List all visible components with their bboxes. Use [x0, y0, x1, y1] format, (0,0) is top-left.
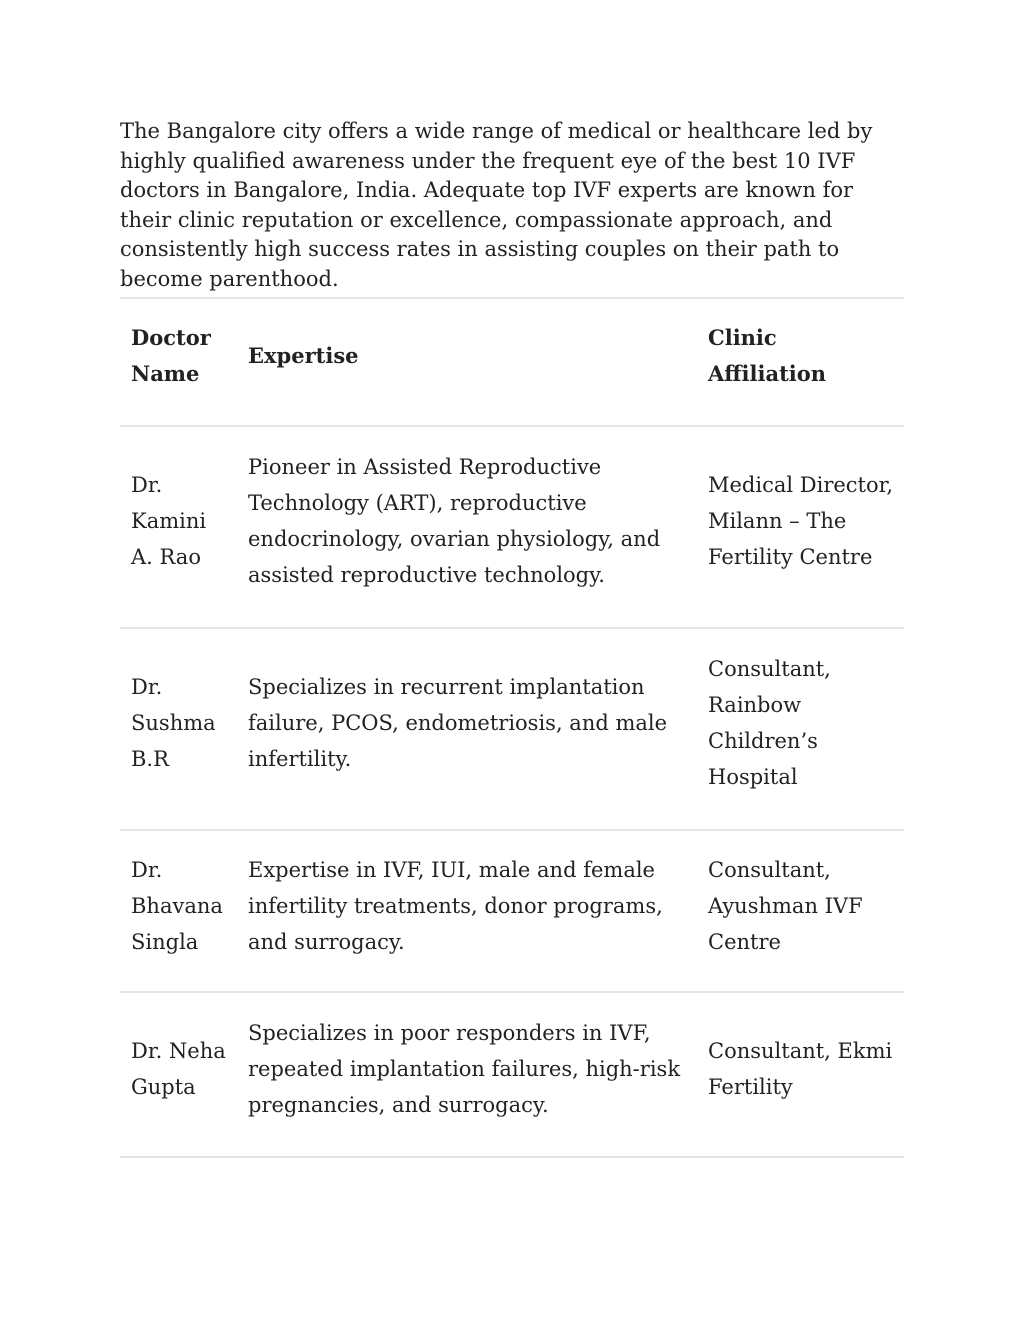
header-expertise: Expertise: [237, 298, 697, 426]
doctors-table: [120, 297, 904, 1158]
table-row: [120, 426, 904, 628]
doctor-name-cell: Dr. Neha Gupta: [120, 992, 237, 1157]
clinic-cell: Medical Director, Milann – The Fertility Centre: [697, 426, 904, 628]
intro-paragraph: The Bangalore city offers a wide range of medical or healthcare led by highly qualified awareness under the frequent eye of the best 10 IVF doctors in Bangalore, India. Adequate top IVF experts are known for their clinic reputation or excellence, compassionate approach, and consistently high success rates in assisting couples on their path to become parenthood.: [120, 119, 873, 291]
clinic-cell: Consultant, Rainbow Children’s Hospital: [697, 628, 904, 830]
table-row: [120, 830, 904, 992]
expertise-cell: Specializes in recurrent implantation failure, PCOS, endometriosis, and male infertility.: [237, 628, 697, 830]
doctor-name-cell: Dr. Sushma B.R: [120, 628, 237, 830]
header-doctor-name: Doctor Name: [120, 298, 237, 426]
expertise-cell: Pioneer in Assisted Reproductive Technology (ART), reproductive endocrinology, ovarian physiology, and assisted reproductive technology.: [237, 426, 697, 628]
doctor-name-cell: Dr. Bhavana Singla: [120, 830, 237, 992]
clinic-cell: Consultant, Ekmi Fertility: [697, 992, 904, 1157]
table-row: [120, 992, 904, 1157]
expertise-cell: Specializes in poor responders in IVF, repeated implantation failures, high-risk pregnancies, and surrogacy.: [237, 992, 697, 1157]
header-clinic-affiliation: Clinic Affiliation: [697, 298, 904, 426]
doctor-name-cell: Dr. Kamini A. Rao: [120, 426, 237, 628]
expertise-cell: Expertise in IVF, IUI, male and female infertility treatments, donor programs, and surrogacy.: [237, 830, 697, 992]
table-header-row: [120, 298, 904, 426]
table-row: [120, 628, 904, 830]
clinic-cell: Consultant, Ayushman IVF Centre: [697, 830, 904, 992]
